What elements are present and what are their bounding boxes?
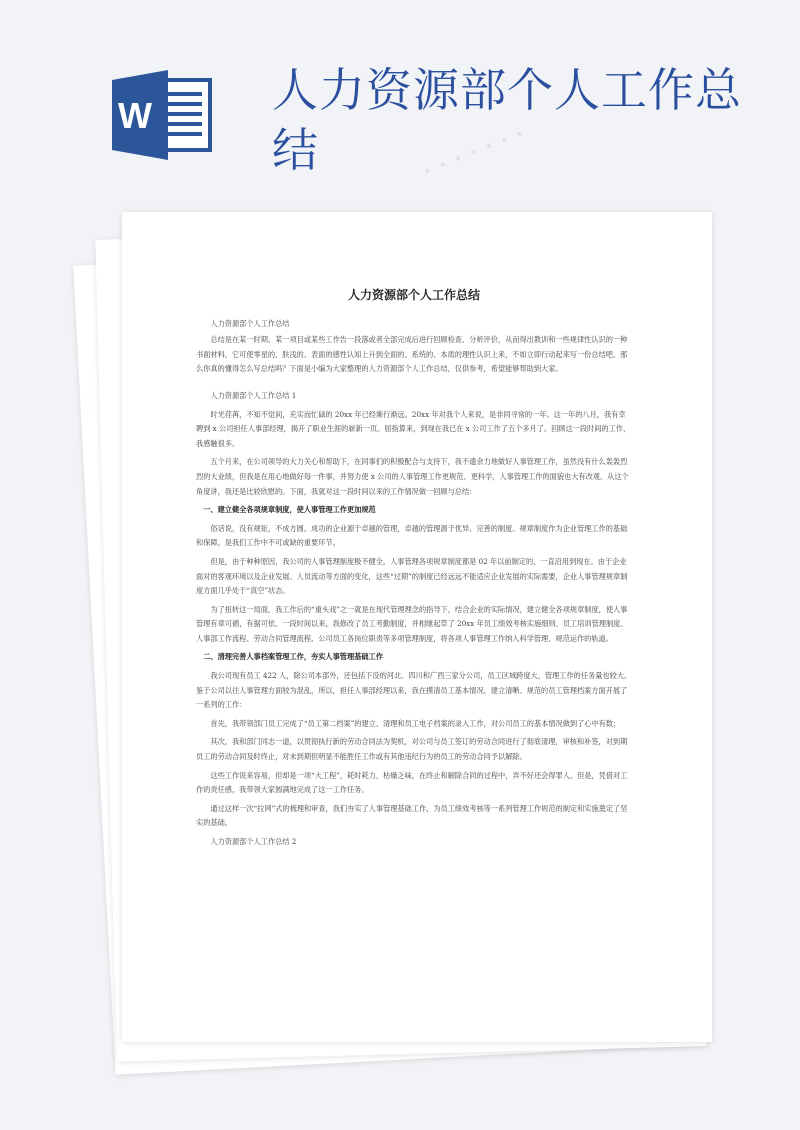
paragraph: 首先，我带领部门员工完成了“员工第二档案”的建立、清理和员工电子档案的录入工作，对公司员工的基本情况做到了心中有数； bbox=[210, 718, 621, 728]
svg-text:W: W bbox=[118, 95, 152, 136]
paragraph: 五个月来，在公司领导的大力关心和帮助下，在同事们的积极配合与支持下，我不遗余力地做好人事管理工作，虽然没有什么轰轰烈烈的大业绩，但我是在用心地做好每一件事，并努力使 x 公司的人事管理工作更规范、更科学，人事管理工作的面貌也大有改观。从这个角度讲，我还是比较欣慰的。下面，我就对这一段时间以来的工作情况做一回顾与总结： bbox=[196, 457, 629, 496]
subsection-title: 人力资源部个人工作总结 1 bbox=[210, 390, 297, 400]
section-heading: 一、建立健全各项规章制度，使人事管理工作更加规范 bbox=[203, 505, 376, 515]
paragraph: 为了扭转这一局面，我工作后的“重头戏”之一就是在现代管理理念的指导下，结合企业的实际情况，建立健全各项规章制度，使人事管理有章可循，有据可依。一段时间以来，我修改了员工考勤制度，并相继起草了 20xx 年员工绩效考核实施细则、员工培训管理制度、人事部工作流程、劳动合同管理流程、公司员工各岗位职责等多项管理制度，将各项人事管理工作纳入科学管理、规范运作的轨道。 bbox=[196, 604, 628, 643]
paragraph: 人力资源部个人工作总结 2 bbox=[210, 837, 297, 846]
watermark: · · · · · · · bbox=[419, 120, 529, 184]
paragraph: 这些工作说来容易，但却是一项“大工程”，耗时耗力，枯燥乏味，在终止和解除合同的过程中，弄不好还会得罪人。但是，凭借对工作的责任感，我带领大家圆满地完成了这一工作任务。 bbox=[196, 770, 628, 795]
paragraph: 总结是在某一时期、某一项目或某些工作告一段落或者全部完成后进行回顾检查、分析评价，从而得出教训和一些规律性认识的一种书面材料，它可使零星的、肤浅的、表面的感性认知上升到全面的、系统的、本质的理性认识上来，不如立即行动起来写一份总结吧。那么你真的懂得怎么写总结吗？下面是小编为大家整理的人力资源部个人工作总结，仅供参考，希望能够帮助到大家。 bbox=[196, 335, 628, 374]
document-paragraphs bbox=[196, 317, 632, 850]
paragraph: 我公司现有员工 422 人，除公司本部外，还包括下设的河北、四川和广西三家分公司，员工区域跨度大，管理工作的任务量也较大。鉴于公司以往人事管理方面较为混乱，所以，担任人事部经理以来，我在摸清员工基本情况、建立清晰、规范的员工管理档案方面开展了一系列的工作： bbox=[196, 671, 632, 710]
banner-title: 人力资源部个人工作总结 bbox=[272, 63, 742, 177]
section-heading: 二、清理完善人事档案管理工作，夯实人事管理基础工作 bbox=[203, 652, 383, 662]
document-title: 人力资源部个人工作总结 bbox=[347, 288, 480, 302]
paragraph: 其次，我和部门同志一道，以贯彻执行新的劳动合同法为契机，对公司与员工签订的劳动合同进行了彻底清理，审核和补签，对到期员工的劳动合同及时终止，对未到期但明显不能胜任工作或有其他违纪行为的员工的劳动合同予以解除。 bbox=[196, 737, 628, 762]
word-document-icon bbox=[110, 70, 214, 160]
document-body bbox=[196, 288, 632, 854]
paragraph: 人力资源部个人工作总结 bbox=[210, 318, 290, 328]
paragraph: 时光荏苒，不知不觉间，充实而忙碌的 20xx 年已经渐行渐远。20xx 年对我个人来说，是非同寻常的一年。这一年的八月，我有幸聘到 x 公司担任人事部经理，揭开了职业生涯的崭新一页。屈指算来，到现在我已在 x 公司工作了五个多月了。回顾这一段时间的工作，我感触很多。 bbox=[196, 409, 631, 448]
paragraph: 但是，由于种种原因，我公司的人事管理制度极不健全，人事管理各项规章制度都是 02 年以前制定的，一直沿用到现在。由于企业面对的客观环境以及企业发展、人员流动等方面的变化，这些“过期”的制度已经远远不能适应企业发展的实际需要，企业人事管理规章制度方面几乎处于“真空”状态。 bbox=[196, 556, 628, 596]
paragraph: 俗话说，没有规矩，不成方圆。成功的企业源于卓越的管理，卓越的管理源于优异、完善的制度。规章制度作为企业管理工作的基础和保障，是我们工作中不可或缺的重要环节。 bbox=[196, 523, 628, 548]
paragraph: 通过这样一次“拉网”式的梳理和审查，我们夯实了人事管理基础工作，为员工绩效考核等一系列管理工作规范的制定和实施奠定了坚实的基础。 bbox=[196, 803, 628, 828]
